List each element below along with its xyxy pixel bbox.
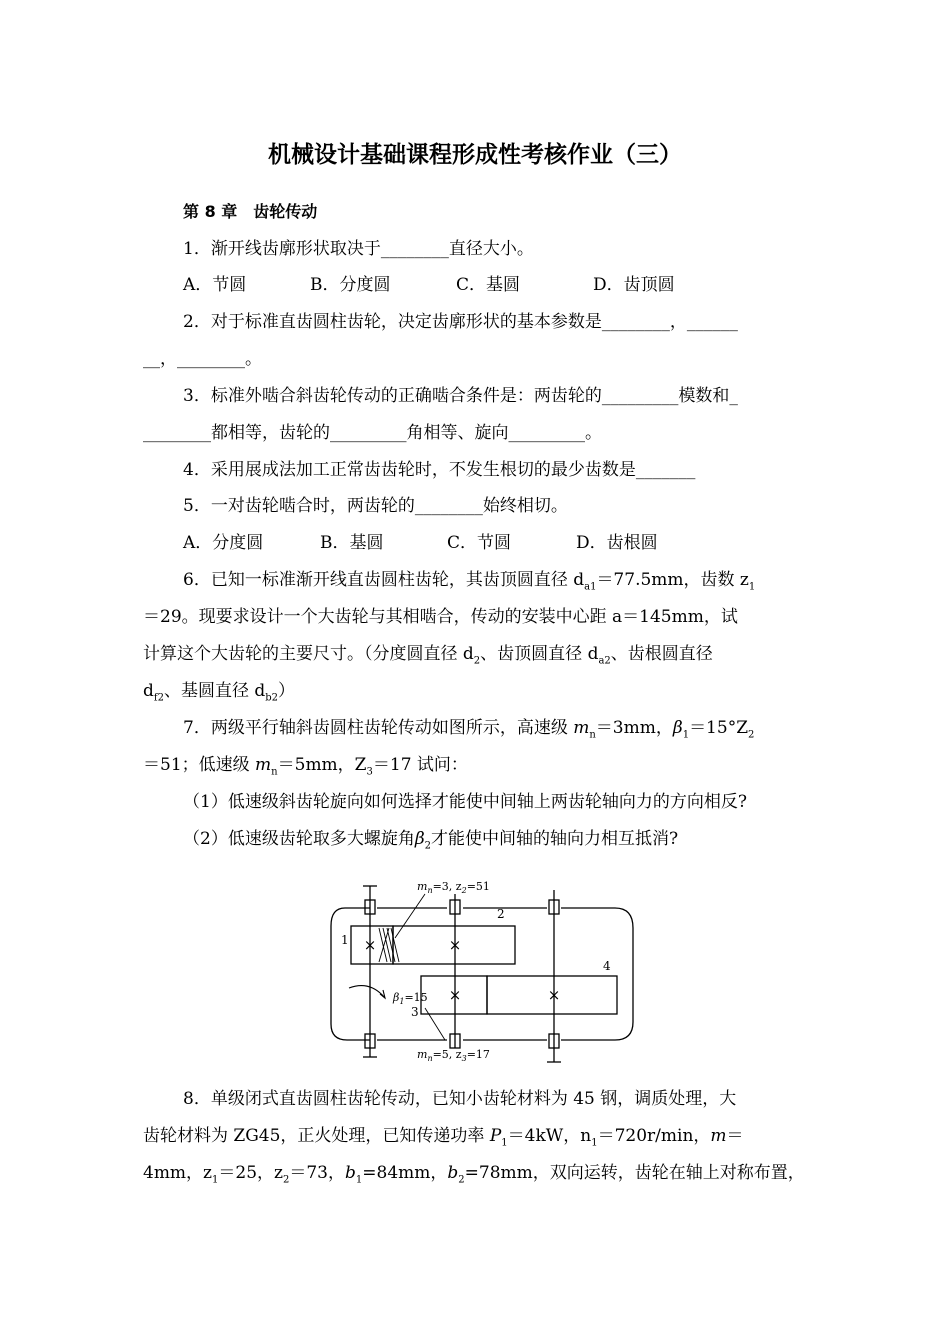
gear-3-label: 3 <box>411 1005 419 1019</box>
q1-option-d: D．齿顶圆 <box>593 275 675 295</box>
question-8-line-1: 8．单级闭式直齿圆柱齿轮传动，已知小齿轮材料为 45 钢，调质处理，大 <box>183 1089 737 1109</box>
gear-1-label: 1 <box>341 933 349 947</box>
q1-option-b: B．分度圆 <box>310 275 391 295</box>
gear-3-cross: × <box>448 986 462 1004</box>
question-6-line-3: 计算这个大齿轮的主要尺寸。（分度圆直径 $d_2$、齿顶圆直径 $d_{a2}$、齿根圆直径 <box>143 644 713 667</box>
low-speed-label: $m_n=5$, $z_3=17$ <box>417 1048 490 1063</box>
question-6-line-4: $d_{f2}$、基圆直径 $d_{b2}$） <box>143 681 296 704</box>
question-8-line-2: 齿轮材料为 ZG45，正火处理，已知传递功率 $P_1=4kW$，$n_1=720r/\min$，m＝ <box>143 1126 744 1149</box>
question-5: 5．一对齿轮啮合时，两齿轮的________始终相切。 <box>183 496 568 516</box>
q5-option-a: A．分度圆 <box>183 533 264 553</box>
chapter-heading: 第 8 章 齿轮传动 <box>183 202 318 221</box>
q5-option-d: D．齿根圆 <box>576 533 658 553</box>
question-7-sub-1: （1）低速级斜齿轮旋向如何选择才能使中间轴上两齿轮轴向力的方向相反? <box>183 792 747 812</box>
question-3-line-2: ________都相等，齿轮的_________角相等、旋向_________。 <box>143 423 602 443</box>
question-7-line-2: ＝51；低速级 $m_n=5mm$，$Z_3=17$ 试问： <box>143 755 468 778</box>
question-2-line-2: __，________。 <box>143 349 262 369</box>
question-2-line-1: 2．对于标准直齿圆柱齿轮，决定齿廓形状的基本参数是________，______ <box>183 312 738 332</box>
question-6-line-1: 6．已知一标准渐开线直齿圆柱齿轮，其齿顶圆直径 $d_{a1}=77.5mm$，齿数 $z_1$ <box>183 570 756 593</box>
page-title: 机械设计基础课程形成性考核作业（三） <box>268 142 682 168</box>
question-4: 4．采用展成法加工正常齿齿轮时，不发生根切的最少齿数是_______ <box>183 460 696 480</box>
question-8-line-3: 4mm，$z_1=25$，$z_2=73$，$b_1=84mm$，$b_2=78mm$，双向运转，齿轮在轴上对称布置， <box>143 1163 805 1186</box>
high-speed-label: $m_n=3$, $z_2=51$ <box>417 880 490 895</box>
gear-4-label: 4 <box>603 959 611 973</box>
gear-4-cross: × <box>547 986 561 1004</box>
question-6-line-2: ＝29。现要求设计一个大齿轮与其相啮合，传动的安装中心距 a＝145mm，试 <box>143 607 738 627</box>
gear-1-cross: × <box>363 936 377 954</box>
q1-option-a: A．节圆 <box>183 275 247 295</box>
gearbox-diagram <box>325 872 645 1067</box>
gear-2-label: 2 <box>497 907 505 921</box>
rotation-arrow <box>349 986 385 998</box>
helix-angle-label: $\beta_1=15$ <box>393 991 428 1006</box>
q5-option-b: B．基圆 <box>320 533 384 553</box>
question-3-line-1: 3．标准外啮合斜齿轮传动的正确啮合条件是：两齿轮的_________模数和_ <box>183 386 738 406</box>
q1-option-c: C．基圆 <box>456 275 521 295</box>
question-7-line-1: 7．两级平行轴斜齿圆柱齿轮传动如图所示，高速级 $m_n=3mm$，$\beta_1=15^\circ Z_2$ <box>183 718 755 741</box>
question-7-sub-2: （2）低速级齿轮取多大螺旋角$\beta_2$才能使中间轴的轴向力相互抵消? <box>183 829 679 852</box>
gear-2-cross: × <box>448 936 462 954</box>
question-1: 1．渐开线齿廓形状取决于________直径大小。 <box>183 239 534 259</box>
q5-option-c: C．节圆 <box>447 533 512 553</box>
